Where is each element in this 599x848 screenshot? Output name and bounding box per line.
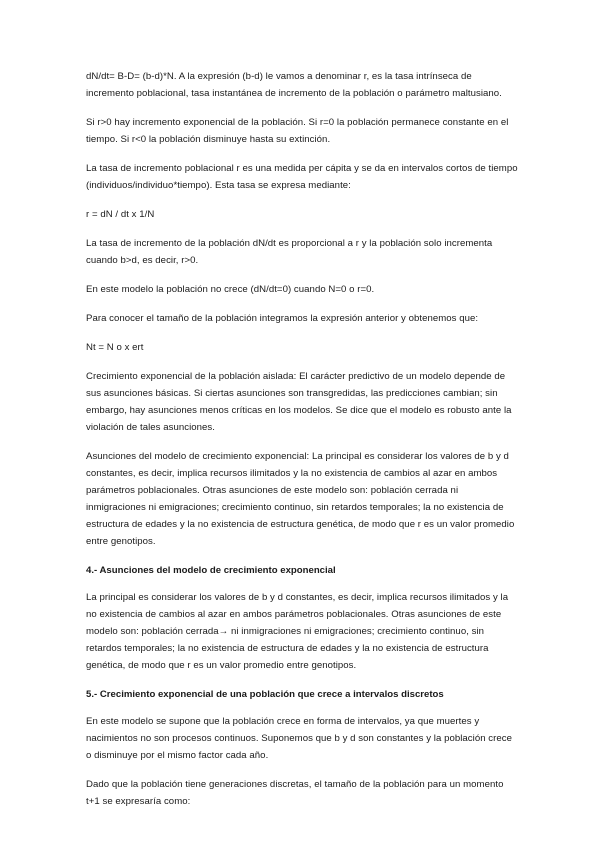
section-4-heading: 4.- Asunciones del modelo de crecimiento exponencial [86, 565, 336, 576]
document-page [86, 68, 518, 810]
formula-r: r = dN / dt x 1/N [86, 209, 155, 220]
formula-nt: Nt = N o x ert [86, 342, 144, 353]
paragraph-proportional-rate: La tasa de incremento de la población dN/dt es proporcional a r y la población solo incrementa cuando b>d, es decir, r>0. [86, 238, 493, 266]
paragraph-per-capita-rate: La tasa de incremento poblacional r es una medida per cápita y se da en intervalos cortos de tiempo (individuos/individuo*tiempo). Esta tasa se expresa mediante: [86, 163, 518, 191]
section-4-body: La principal es considerar los valores de b y d constantes, es decir, implica recursos ilimitados y la no existencia de cambios al azar en ambos parámetros poblacionales. Otras asunciones de este modelo son: población cerrada→ ni inmigraciones ni emigraciones; crecimiento continuo, sin retardos temporales; la no existencia de estructura de edades y la no existencia de estructura genética, de modo que r es un valor promedio entre genotipos. [86, 592, 509, 671]
paragraph-growth-rate-definition: dN/dt= B-D= (b-d)*N. A la expresión (b-d) le vamos a denominar r, es la tasa intrínseca de incremento poblacional, tasa instantánea de incremento de la población o parámetro maltusiano. [86, 71, 502, 99]
section-5-body-discrete: Dado que la población tiene generaciones discretas, el tamaño de la población para un momento t+1 se expresaría como: [86, 779, 504, 807]
paragraph-isolated-population: Crecimiento exponencial de la población aislada: El carácter predictivo de un modelo depende de sus asunciones básicas. Si ciertas asunciones son transgredidas, las predicciones cambian; sin embargo, hay asunciones menos críticas en los modelos. Se dice que el modelo es robusto ante la violación de tales asunciones. [86, 371, 512, 433]
section-5-body-intervals: En este modelo se supone que la población crece en forma de intervalos, ya que muertes y nacimientos no son procesos continuos. Suponemos que b y d son constantes y la población crece o disminuye por el mismo factor cada año. [86, 716, 513, 761]
paragraph-integration: Para conocer el tamaño de la población integramos la expresión anterior y obtenemos que: [86, 313, 479, 324]
paragraph-model-assumptions: Asunciones del modelo de crecimiento exponencial: La principal es considerar los valores de b y d constantes, es decir, implica recursos ilimitados y la no existencia de cambios al azar en ambos parámetros poblacionales. Otras asunciones de este modelo son: población cerrada ni inmigraciones ni emigraciones; crecimiento continuo, sin retardos temporales; la no existencia de estructura de edades y la no existencia de estructura genética, de modo que r es un valor promedio entre genotipos. [86, 451, 515, 547]
section-5-heading: 5.- Crecimiento exponencial de una población que crece a intervalos discretos [86, 689, 444, 700]
paragraph-no-growth: En este modelo la población no crece (dN/dt=0) cuando N=0 o r=0. [86, 284, 375, 295]
paragraph-r-cases: Si r>0 hay incremento exponencial de la población. Si r=0 la población permanece constante en el tiempo. Si r<0 la población disminuye hasta su extinción. [86, 117, 509, 145]
